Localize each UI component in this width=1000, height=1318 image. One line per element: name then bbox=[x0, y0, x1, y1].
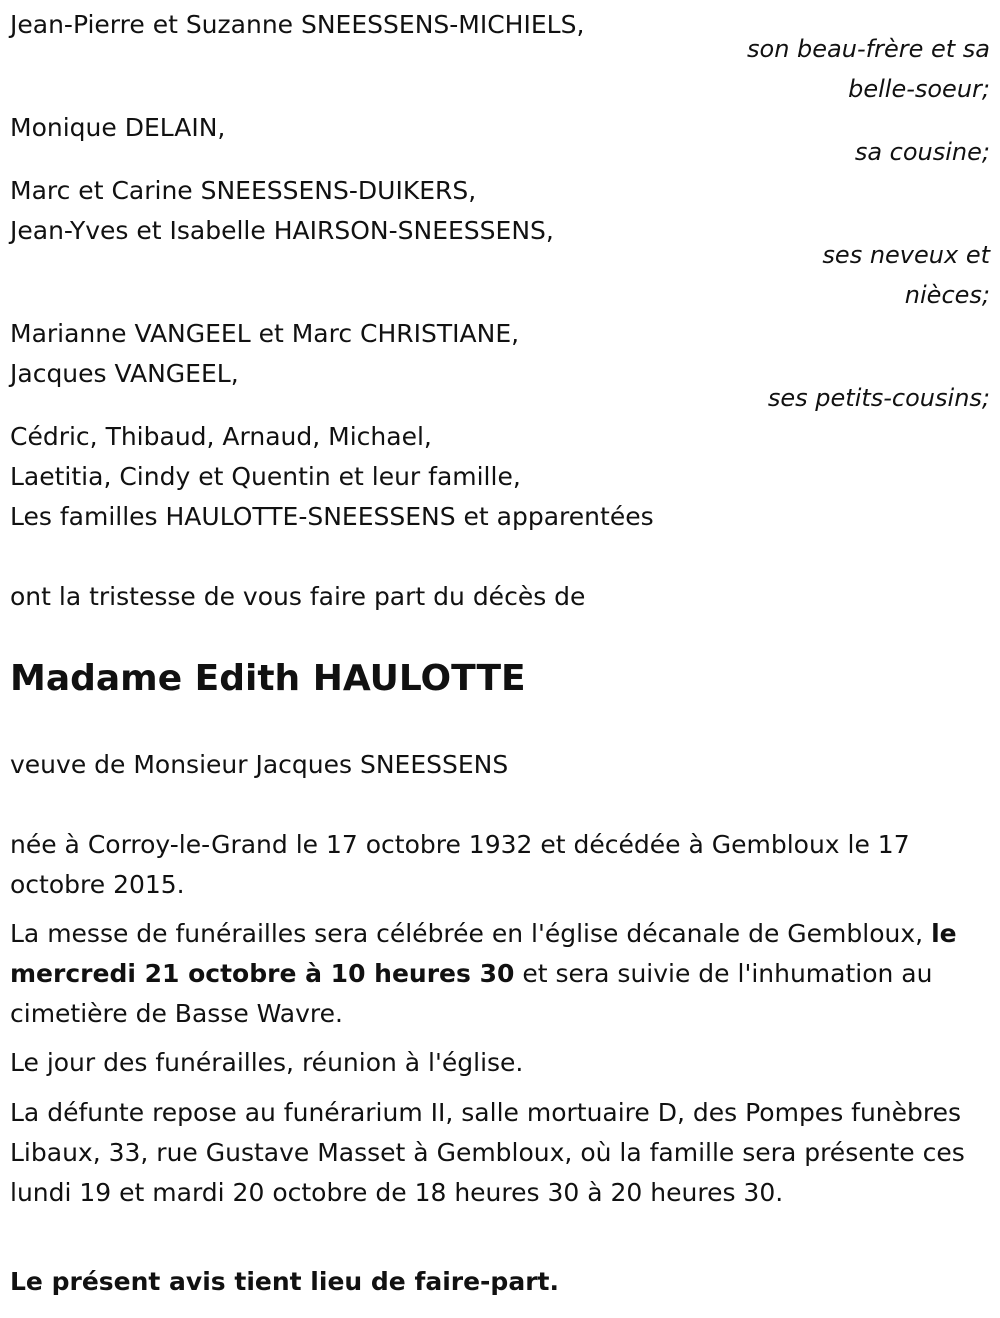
birth-death-text: née à Corroy-le-Grand le 17 octobre 1932 et décédée à Gembloux le 17 octobre 2015. bbox=[10, 830, 910, 899]
family-name-line: Jean-Yves et Isabelle HAIRSON-SNEESSENS, bbox=[10, 216, 554, 245]
relation-label: belle-soeur; bbox=[848, 75, 990, 103]
family-name-line: Laetitia, Cindy et Quentin et leur famille, bbox=[10, 462, 521, 491]
family-name-line: Marianne VANGEEL et Marc CHRISTIANE, bbox=[10, 319, 520, 348]
deceased-name: Madame Edith HAULOTTE bbox=[10, 658, 526, 699]
notice-text: Le présent avis tient lieu de faire-part. bbox=[10, 1267, 559, 1296]
meeting-text: Le jour des funérailles, réunion à l'église. bbox=[10, 1048, 524, 1077]
relation-label: ses neveux et bbox=[822, 241, 990, 269]
notice-paragraph bbox=[10, 1262, 980, 1302]
mass-date: le mercredi 21 octobre à 10 heures 30 bbox=[10, 919, 957, 988]
relation-label: ses petits-cousins; bbox=[767, 384, 990, 412]
relation-label: son beau-frère et sa bbox=[747, 35, 990, 63]
announcement-text: ont la tristesse de vous faire part du décès de bbox=[10, 582, 586, 611]
mass-outro: et sera suivie de l'inhumation au cimetière de Basse Wavre. bbox=[10, 959, 933, 1028]
funeral-mass-text bbox=[10, 914, 980, 1034]
family-name-line: Cédric, Thibaud, Arnaud, Michael, bbox=[10, 422, 432, 451]
relation-label: sa cousine; bbox=[854, 138, 990, 166]
mass-intro: La messe de funérailles sera célébrée en l'église décanale de Gembloux, bbox=[10, 919, 924, 948]
birth-death-paragraph bbox=[10, 825, 980, 905]
family-name-line: Marc et Carine SNEESSENS-DUIKERS, bbox=[10, 176, 477, 205]
family-name-line: Monique DELAIN, bbox=[10, 113, 226, 142]
family-name-line: Les familles HAULOTTE-SNEESSENS et apparentées bbox=[10, 502, 654, 531]
meeting-paragraph bbox=[10, 1043, 980, 1083]
relation-label: nièces; bbox=[904, 281, 990, 309]
visitation-paragraph bbox=[10, 1093, 980, 1213]
widow-of-text: veuve de Monsieur Jacques SNEESSENS bbox=[10, 750, 509, 779]
family-name-line: Jean-Pierre et Suzanne SNEESSENS-MICHIELS, bbox=[10, 10, 585, 39]
funeral-mass-paragraph bbox=[10, 914, 980, 1034]
visitation-text: La défunte repose au funérarium II, salle mortuaire D, des Pompes funèbres Libaux, 33, rue Gustave Masset à Gembloux, où la famille sera présente ces lundi 19 et mardi 20 octobre de 18 heures 30 à 20 heures 30. bbox=[10, 1098, 965, 1207]
family-name-line: Jacques VANGEEL, bbox=[10, 359, 239, 388]
